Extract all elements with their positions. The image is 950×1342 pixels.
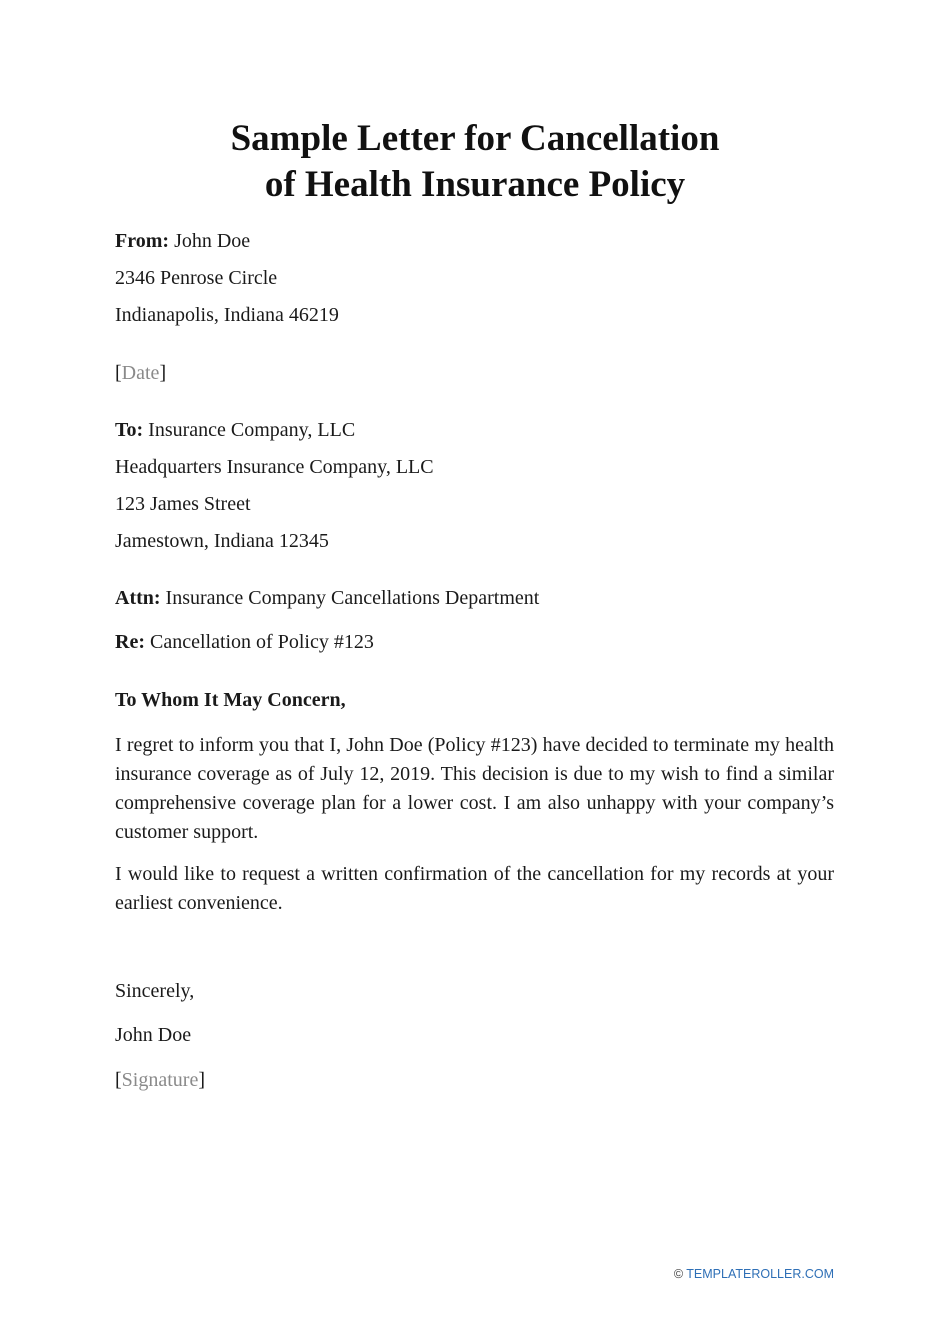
body-paragraph-1: I regret to inform you that I, John Doe (Policy #123) have decided to terminate my health insurance coverage as of July 12, 2019. This decision is due to my wish to find a similar comprehensive coverage plan for a lower cost. I am also unhappy with your company’s customer support. <box>115 734 834 843</box>
attention-line <box>115 586 539 610</box>
date-placeholder: Date <box>121 362 160 384</box>
attn-value: Insurance Company Cancellations Department <box>165 587 540 609</box>
footer-site-link[interactable]: TEMPLATEROLLER.COM <box>686 1267 834 1281</box>
recipient-name-line <box>115 418 355 442</box>
salutation <box>115 688 346 712</box>
closing-name: John Doe <box>115 1024 192 1046</box>
sender-name-line <box>115 229 250 253</box>
recipient-name: Insurance Company, LLC <box>148 419 356 441</box>
recipient-city: Jamestown, Indiana 12345 <box>115 530 329 552</box>
re-label: Re: <box>115 631 145 653</box>
valediction: Sincerely, <box>115 980 195 1002</box>
footer-credit <box>674 1266 834 1282</box>
document-title <box>0 116 950 208</box>
title-line-1: Sample Letter for Cancellation <box>230 118 720 159</box>
reference-line <box>115 630 374 654</box>
copyright-icon: © <box>673 1267 684 1281</box>
recipient-street: 123 James Street <box>115 493 251 515</box>
signature-close-bracket: ] <box>198 1069 205 1091</box>
attn-label: Attn: <box>115 587 161 609</box>
re-value: Cancellation of Policy #123 <box>149 631 374 653</box>
to-label: To: <box>115 419 144 441</box>
signature-placeholder: Signature <box>121 1069 199 1091</box>
salutation-text: To Whom It May Concern, <box>115 689 346 711</box>
body-paragraph-2: I would like to request a written confirmation of the cancellation for my records at your earliest convenience. <box>115 863 834 914</box>
date-placeholder-line <box>115 361 166 385</box>
title-line-2: of Health Insurance Policy <box>264 164 686 205</box>
signature-open-bracket: [ <box>115 1069 122 1091</box>
date-open-bracket: [ <box>115 362 122 384</box>
from-label: From: <box>115 230 170 252</box>
signature-placeholder-line <box>115 1068 205 1092</box>
recipient-line-2: Headquarters Insurance Company, LLC <box>115 456 434 478</box>
date-close-bracket: ] <box>159 362 167 384</box>
sender-street: 2346 Penrose Circle <box>115 267 278 289</box>
sender-name: John Doe <box>174 230 251 252</box>
sender-city: Indianapolis, Indiana 46219 <box>115 304 339 326</box>
